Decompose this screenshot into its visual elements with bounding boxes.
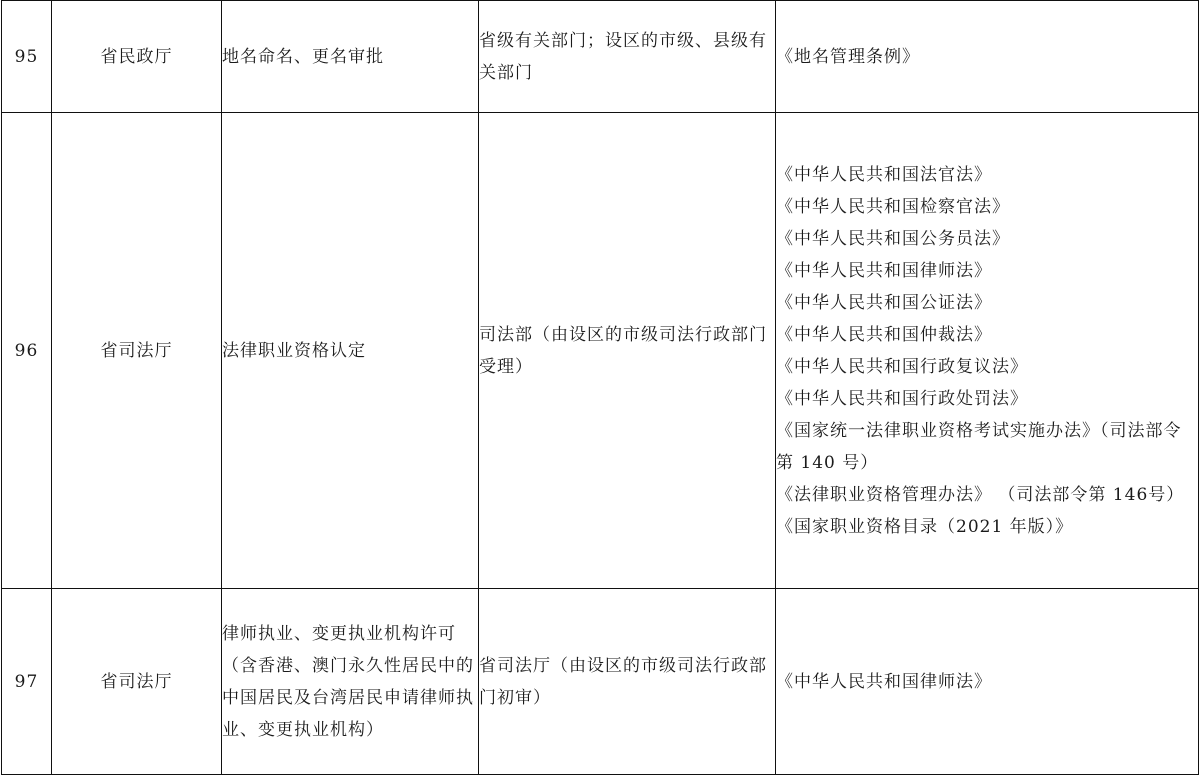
item-name-cell: 律师执业、变更执业机构许可（含香港、澳门永久性居民中的中国居民及台湾居民申请律师执业、变更执业机构）: [222, 589, 479, 775]
legal-basis-entry: 《中华人民共和国律师法》: [776, 671, 992, 692]
item-number: 97: [2, 589, 52, 775]
table-row: [2, 1, 1199, 113]
approval-items-table: [1, 0, 1199, 775]
legal-basis-entry: 《中华人民共和国公务员法》: [776, 228, 1010, 249]
legal-basis-entry: 《中华人民共和国行政复议法》: [776, 356, 1028, 377]
item-name-cell: 地名命名、更名审批: [222, 1, 479, 113]
legal-basis-entry: 《中华人民共和国法官法》: [776, 164, 992, 185]
legal-basis-entry: 《中华人民共和国律师法》: [776, 260, 992, 281]
item-number: 95: [2, 1, 52, 113]
legal-basis-entry: 《国家统一法律职业资格考试实施办法》（司法部令第 140 号）: [776, 420, 1182, 473]
authority-cell: 司法部（由设区的市级司法行政部门受理）: [479, 113, 776, 589]
legal-basis-cell: [776, 589, 1199, 775]
legal-basis-entry: 《中华人民共和国公证法》: [776, 292, 992, 313]
item-number: 96: [2, 113, 52, 589]
legal-basis-entry: 《国家职业资格目录（2021 年版）》: [776, 516, 1074, 537]
legal-basis-cell: [776, 1, 1199, 113]
authority-cell: 省级有关部门；设区的市级、县级有关部门: [479, 1, 776, 113]
authority-cell: 省司法厅（由设区的市级司法行政部门初审）: [479, 589, 776, 775]
department-cell: 省民政厅: [52, 1, 222, 113]
table-row: [2, 589, 1199, 775]
item-name-cell: 法律职业资格认定: [222, 113, 479, 589]
legal-basis-cell: [776, 113, 1199, 589]
legal-basis-entry: 《中华人民共和国行政处罚法》: [776, 388, 1028, 409]
table-row: [2, 113, 1199, 589]
department-cell: 省司法厅: [52, 113, 222, 589]
legal-basis-entry: 《法律职业资格管理办法》 （司法部令第 146号）: [776, 484, 1185, 505]
legal-basis-entry: 《中华人民共和国检察官法》: [776, 196, 1010, 217]
department-cell: 省司法厅: [52, 589, 222, 775]
legal-basis-entry: 《中华人民共和国仲裁法》: [776, 324, 992, 345]
legal-basis-entry: 《地名管理条例》: [776, 46, 920, 67]
